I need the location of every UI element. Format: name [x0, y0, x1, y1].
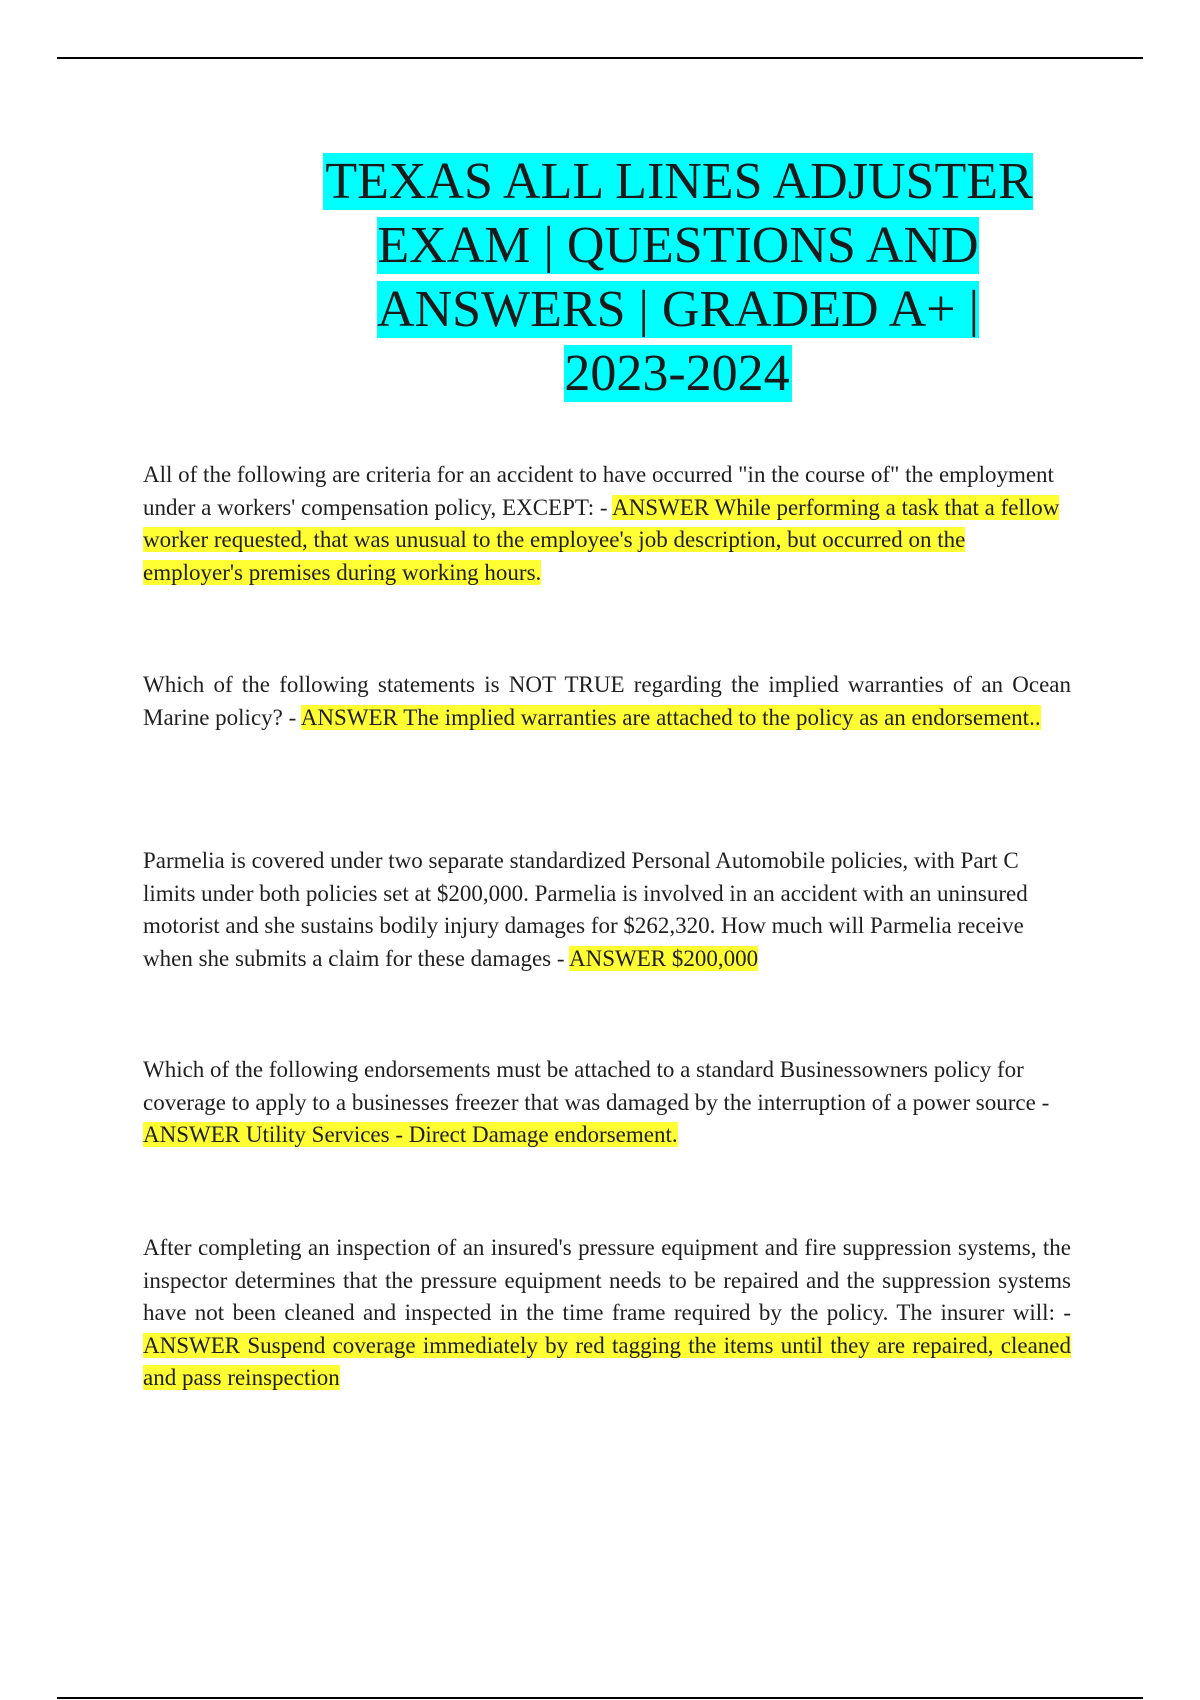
- document-title-text: TEXAS ALL LINES ADJUSTER EXAM | QUESTIONS AND ANSWERS | GRADED A+ | 2023-2024: [325, 153, 1033, 402]
- qa-item-2: [143, 669, 1071, 734]
- qa-item-1: [143, 459, 1071, 589]
- document-title: [310, 150, 1046, 406]
- qa-item-4: [143, 1054, 1071, 1152]
- qa-item-3: [143, 845, 1071, 975]
- question-text: Which of the following endorsements must be attached to a standard Businessowners policy for coverage to apply to a businesses freezer that was damaged by the interruption of a power source -: [143, 1057, 1050, 1115]
- answer-text: ANSWER Suspend coverage immediately by red tagging the items until they are repaired, cleaned and pass reinspection: [143, 1332, 1071, 1390]
- question-text: Parmelia is covered under two separate standardized Personal Automobile policies, with Part C limits under both policies set at $200,000. Parmelia is involved in an accident with an uninsured motorist and she sustains bodily injury damages for $262,320. How much will Parmelia receive when she submits a claim for these damages -: [143, 848, 1028, 971]
- footer-rule: [57, 1697, 1143, 1699]
- answer-text: ANSWER The implied warranties are attached to the policy as an endorsement..: [300, 704, 1041, 730]
- answer-text: ANSWER Utility Services - Direct Damage endorsement.: [143, 1122, 678, 1147]
- qa-item-5: [143, 1232, 1071, 1395]
- question-text: After completing an inspection of an insured's pressure equipment and fire suppression systems, the inspector determines that the pressure equipment needs to be repaired and the suppression systems have not been cleaned and inspected in the time frame required by the policy. The insurer will: -: [143, 1235, 1071, 1325]
- answer-text: ANSWER While performing a task that a fellow worker requested, that was unusual to the employee's job description, but occurred on the employer's premises during working hours.: [143, 494, 1060, 585]
- answer-text: ANSWER $200,000: [569, 945, 759, 971]
- question-text: Which of the following statements is NOT TRUE regarding the implied warranties of an Ocean Marine policy? -: [143, 672, 1071, 730]
- header-rule: [57, 57, 1143, 59]
- question-text: All of the following are criteria for an accident to have occurred "in the course of" the employment under a workers' compensation policy, EXCEPT: -: [143, 462, 1054, 520]
